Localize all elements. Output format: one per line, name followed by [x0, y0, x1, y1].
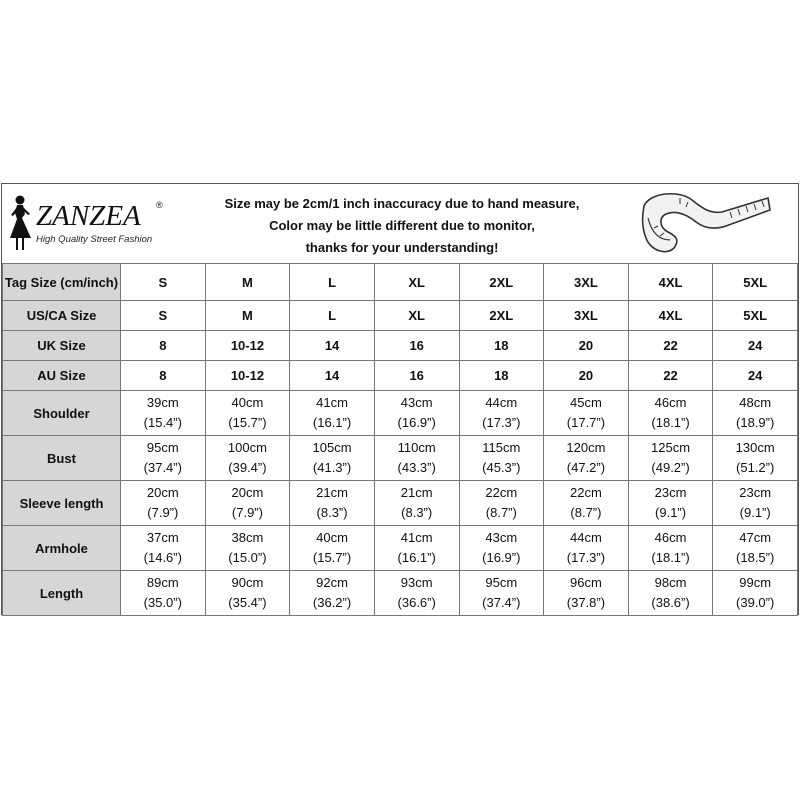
measurement-inch: (7.9”)	[147, 505, 179, 520]
measurement-cm: 37cm	[146, 530, 179, 545]
measurement-cell	[205, 571, 290, 616]
measurement-cm: 21cm	[316, 485, 348, 500]
size-cell: 24	[713, 361, 798, 391]
size-cell: 18	[459, 361, 544, 391]
measurement-cm: 46cm	[654, 395, 687, 410]
measurement-inch: (8.3”)	[316, 505, 348, 520]
measurement-cell	[544, 481, 629, 526]
measurement-cm: 23cm	[654, 485, 687, 500]
measurement-inch: (8.7”)	[485, 505, 517, 520]
measurement-cm: 105cm	[312, 440, 352, 455]
size-cell: L	[290, 264, 375, 301]
measurement-cm: 92cm	[316, 575, 348, 590]
table-row	[3, 391, 798, 436]
size-cell: XL	[374, 264, 459, 301]
row-label: Length	[3, 571, 121, 616]
measurement-cell	[121, 391, 206, 436]
measurement-cell	[544, 391, 629, 436]
row-label: AU Size	[3, 361, 121, 391]
measurement-inch: (15.7”)	[312, 550, 352, 565]
measurement-inch: (41.3”)	[312, 460, 352, 475]
measurement-cm: 96cm	[570, 575, 602, 590]
measurement-cm: 38cm	[231, 530, 264, 545]
measurement-cell	[121, 436, 206, 481]
measurement-inch: (14.6”)	[143, 550, 182, 565]
size-cell: 22	[628, 331, 713, 361]
measurement-cell	[713, 481, 798, 526]
measurement-cm: 22cm	[485, 485, 518, 500]
measurement-inch: (18.1”)	[651, 415, 690, 430]
measurement-cell	[121, 571, 206, 616]
measurement-notice	[182, 193, 622, 259]
measurement-inch: (18.5”)	[736, 550, 775, 565]
measurement-inch: (43.3”)	[397, 460, 436, 475]
brand-logo	[6, 194, 176, 256]
measurement-cell	[205, 526, 290, 571]
measurement-cm: 115cm	[482, 440, 521, 455]
measurement-cm: 20cm	[231, 485, 264, 500]
measurement-cell	[290, 526, 375, 571]
size-cell: 24	[713, 331, 798, 361]
brand-tagline: High Quality Street Fashion	[36, 234, 153, 245]
measurement-cell	[374, 391, 459, 436]
measurement-inch: (37.8”)	[566, 595, 606, 610]
size-cell: 16	[374, 331, 459, 361]
measurement-cm: 40cm	[231, 395, 264, 410]
row-label: Bust	[3, 436, 121, 481]
notice-line-2: Color may be little different due to monitor,	[269, 218, 535, 233]
size-cell: L	[290, 301, 375, 331]
size-cell: M	[205, 264, 290, 301]
size-chart	[1, 183, 799, 615]
row-label: Sleeve length	[3, 481, 121, 526]
size-cell: 18	[459, 331, 544, 361]
brand-name: ZANZEA	[36, 200, 141, 232]
measurement-cm: 89cm	[146, 575, 179, 590]
measurement-cm: 98cm	[654, 575, 687, 590]
measurement-cm: 120cm	[566, 440, 606, 455]
table-row	[3, 481, 798, 526]
notice-line-1: Size may be 2cm/1 inch inaccuracy due to hand measure,	[224, 196, 580, 211]
registered-mark: ®	[156, 200, 163, 210]
measurement-cm: 95cm	[485, 575, 518, 590]
size-cell: 8	[121, 361, 206, 391]
measurement-cell	[459, 526, 544, 571]
measurement-inch: (39.0”)	[736, 595, 775, 610]
measurement-inch: (45.3”)	[482, 460, 521, 475]
size-cell: 5XL	[713, 301, 798, 331]
size-cell: 2XL	[459, 264, 544, 301]
woman-silhouette-icon	[6, 194, 36, 252]
measurement-cm: 100cm	[227, 440, 267, 455]
measurement-cm: 45cm	[570, 395, 602, 410]
measurement-cm: 20cm	[146, 485, 179, 500]
measurement-cm: 99cm	[739, 575, 772, 590]
table-row	[3, 331, 798, 361]
measurement-inch: (16.9”)	[397, 415, 436, 430]
row-label: Tag Size (cm/inch)	[3, 264, 121, 301]
measurement-inch: (8.7”)	[570, 505, 602, 520]
size-cell: 3XL	[544, 264, 629, 301]
size-cell: S	[121, 264, 206, 301]
measurement-inch: (39.4”)	[228, 460, 267, 475]
size-cell: 4XL	[628, 301, 713, 331]
measurement-cm: 90cm	[231, 575, 264, 590]
size-cell: 10-12	[205, 331, 290, 361]
measurement-cell	[290, 481, 375, 526]
table-row	[3, 264, 798, 301]
table-row	[3, 571, 798, 616]
measurement-cm: 95cm	[146, 440, 179, 455]
measurement-inch: (18.1”)	[651, 550, 690, 565]
measurement-cm: 22cm	[570, 485, 602, 500]
table-row	[3, 436, 798, 481]
measurement-cell	[121, 481, 206, 526]
measurement-inch: (35.0”)	[143, 595, 182, 610]
measurement-cm: 44cm	[485, 395, 518, 410]
measurement-cell	[205, 391, 290, 436]
measurement-cell	[205, 481, 290, 526]
size-cell: 22	[628, 361, 713, 391]
measurement-inch: (37.4”)	[482, 595, 521, 610]
measurement-cell	[713, 526, 798, 571]
measurement-inch: (51.2”)	[736, 460, 775, 475]
measurement-cell	[544, 571, 629, 616]
measurement-cell	[459, 391, 544, 436]
measurement-cm: 46cm	[654, 530, 687, 545]
chart-header	[2, 184, 798, 264]
size-cell: 20	[544, 331, 629, 361]
measurement-cell	[713, 436, 798, 481]
measurement-cm: 40cm	[316, 530, 348, 545]
notice-line-3: thanks for your understanding!	[305, 240, 499, 255]
measurement-inch: (17.3”)	[482, 415, 521, 430]
size-table	[2, 263, 798, 616]
size-cell: XL	[374, 301, 459, 331]
measurement-cm: 130cm	[735, 440, 775, 455]
measurement-cell	[628, 571, 713, 616]
measurement-cell	[628, 436, 713, 481]
row-label: UK Size	[3, 331, 121, 361]
measurement-cell	[374, 481, 459, 526]
measurement-inch: (38.6”)	[651, 595, 690, 610]
measurement-inch: (15.0”)	[228, 550, 267, 565]
measurement-cell	[713, 571, 798, 616]
table-row	[3, 526, 798, 571]
measurement-inch: (9.1”)	[739, 505, 771, 520]
size-cell: M	[205, 301, 290, 331]
size-cell: 8	[121, 331, 206, 361]
measurement-inch: (18.9”)	[736, 415, 775, 430]
size-cell: 10-12	[205, 361, 290, 391]
measurement-inch: (17.3”)	[566, 550, 606, 565]
measurement-cm: 93cm	[400, 575, 433, 590]
measurement-cm: 21cm	[400, 485, 433, 500]
measuring-tape-icon	[640, 188, 772, 258]
measurement-cell	[121, 526, 206, 571]
measurement-inch: (16.1”)	[397, 550, 436, 565]
measurement-cell	[290, 391, 375, 436]
table-row	[3, 361, 798, 391]
measurement-inch: (49.2”)	[651, 460, 690, 475]
measurement-inch: (7.9”)	[231, 505, 263, 520]
measurement-inch: (37.4”)	[143, 460, 182, 475]
measurement-inch: (17.7”)	[566, 415, 606, 430]
size-cell: S	[121, 301, 206, 331]
measurement-cm: 43cm	[400, 395, 433, 410]
measurement-cell	[628, 481, 713, 526]
measurement-inch: (35.4”)	[228, 595, 267, 610]
size-cell: 4XL	[628, 264, 713, 301]
measurement-inch: (16.9”)	[482, 550, 521, 565]
table-row	[3, 301, 798, 331]
measurement-inch: (47.2”)	[566, 460, 606, 475]
size-cell: 20	[544, 361, 629, 391]
row-label: Armhole	[3, 526, 121, 571]
measurement-inch: (9.1”)	[655, 505, 687, 520]
measurement-cm: 23cm	[739, 485, 772, 500]
measurement-cell	[628, 391, 713, 436]
row-label: US/CA Size	[3, 301, 121, 331]
measurement-cell	[205, 436, 290, 481]
measurement-inch: (15.7”)	[228, 415, 267, 430]
measurement-cell	[374, 436, 459, 481]
measurement-cm: 41cm	[400, 530, 433, 545]
measurement-inch: (16.1”)	[312, 415, 352, 430]
measurement-cell	[374, 571, 459, 616]
measurement-cm: 43cm	[485, 530, 518, 545]
size-cell: 14	[290, 331, 375, 361]
measurement-cm: 47cm	[739, 530, 772, 545]
measurement-cell	[544, 526, 629, 571]
measurement-cell	[290, 571, 375, 616]
measurement-cm: 48cm	[739, 395, 772, 410]
size-cell: 16	[374, 361, 459, 391]
row-label: Shoulder	[3, 391, 121, 436]
measurement-cm: 44cm	[570, 530, 602, 545]
measurement-cell	[544, 436, 629, 481]
measurement-cell	[459, 436, 544, 481]
measurement-cm: 39cm	[146, 395, 179, 410]
size-cell: 3XL	[544, 301, 629, 331]
measurement-inch: (36.6”)	[397, 595, 436, 610]
measurement-cm: 125cm	[651, 440, 691, 455]
measurement-inch: (15.4”)	[143, 415, 182, 430]
measurement-cm: 110cm	[397, 440, 436, 455]
measurement-cell	[459, 481, 544, 526]
measurement-cell	[459, 571, 544, 616]
measurement-cell	[290, 436, 375, 481]
size-cell: 2XL	[459, 301, 544, 331]
measurement-inch: (8.3”)	[401, 505, 433, 520]
measurement-inch: (36.2”)	[312, 595, 352, 610]
size-cell: 5XL	[713, 264, 798, 301]
measurement-cell	[713, 391, 798, 436]
measurement-cell	[374, 526, 459, 571]
measurement-cm: 41cm	[316, 395, 348, 410]
measurement-cell	[628, 526, 713, 571]
size-cell: 14	[290, 361, 375, 391]
